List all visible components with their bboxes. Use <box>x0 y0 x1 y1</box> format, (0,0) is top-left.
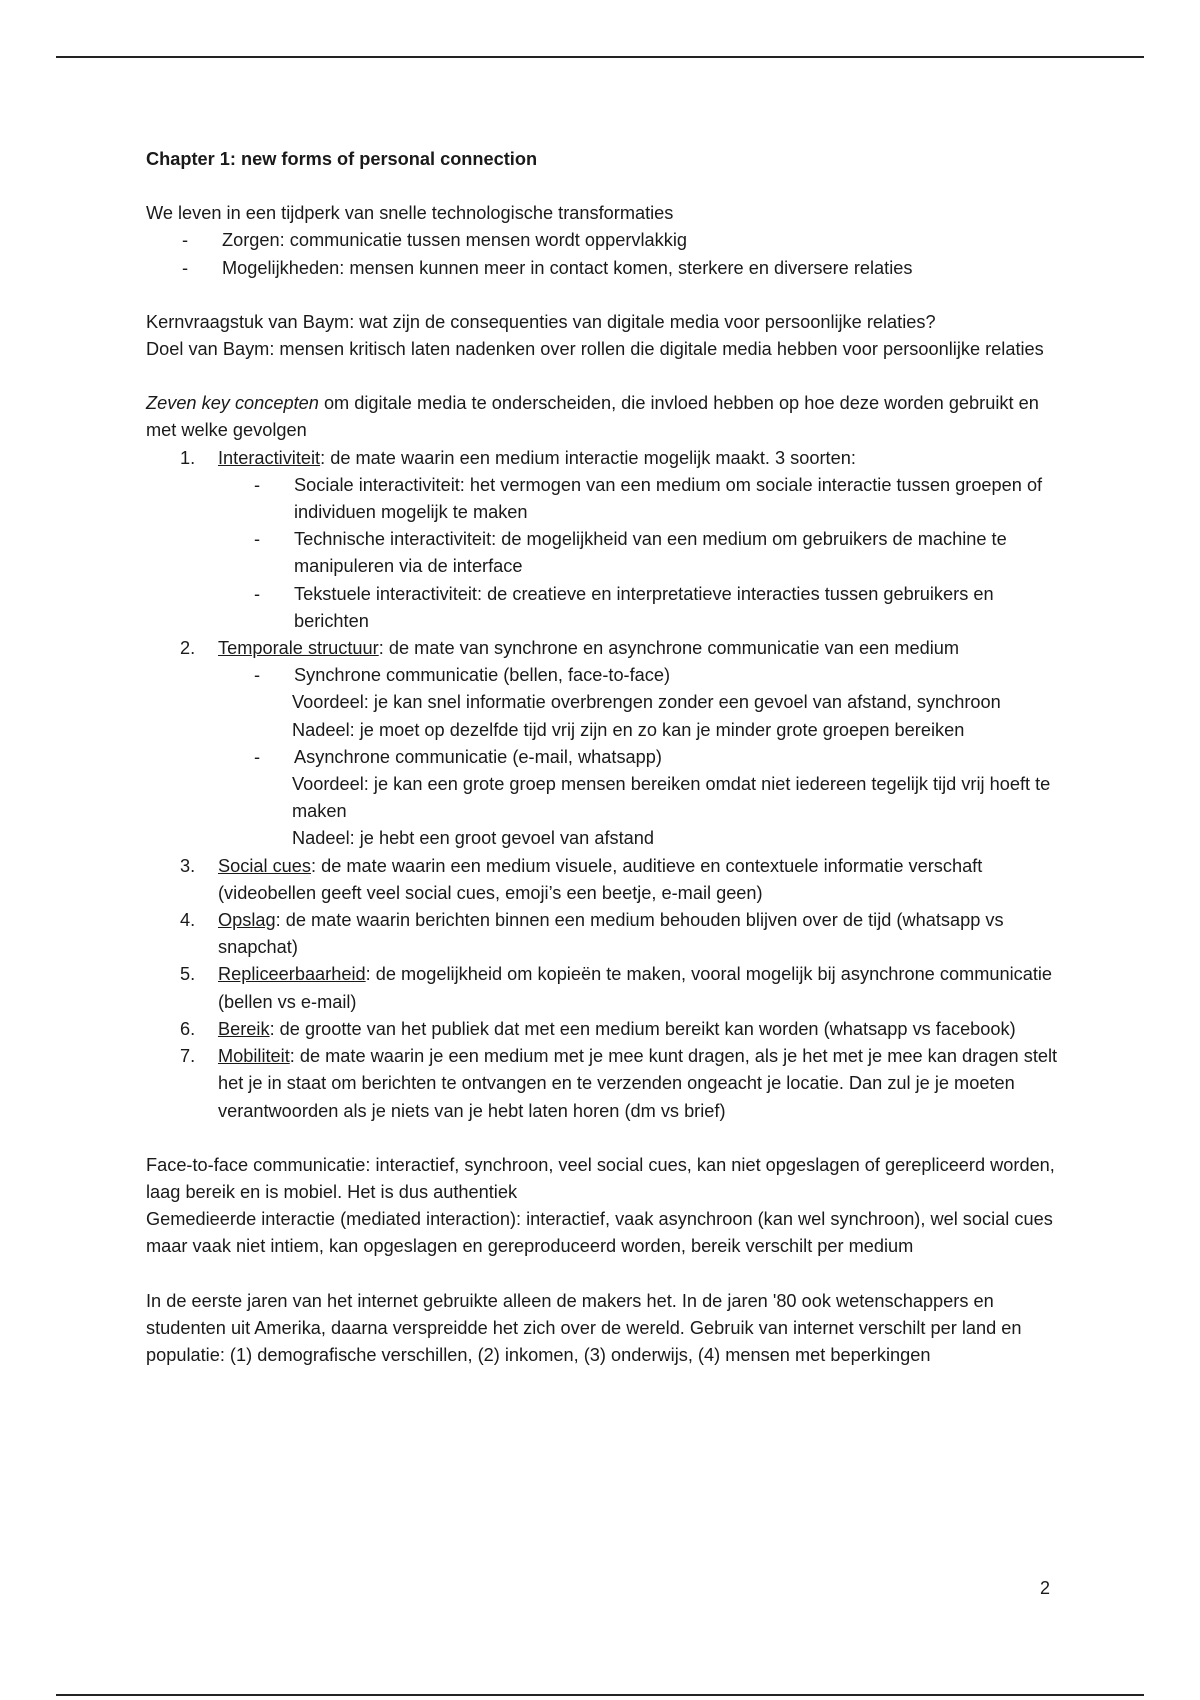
async-con: Nadeel: je hebt een groot gevoel van afstand <box>292 828 654 849</box>
list-item: - Tekstuele interactiviteit: de creatieve en interpretatieve interacties tussen gebruikers en berichten <box>254 583 994 631</box>
footer-rule <box>56 1694 1144 1696</box>
concept-item: 3. Social cues: de mate waarin een medium visuele, auditieve en contextuele informatie verschaft (videobellen geeft veel social cues, emoji’s een beetje, e-mail geen) <box>180 855 983 903</box>
chapter-title: Chapter 1: new forms of personal connection <box>146 149 538 169</box>
mediated-paragraph: Gemedieerde interactie (mediated interaction): interactief, vaak asynchroon (kan wel synchroon), wel social cues maar vaak niet intiem, kan opgeslagen en gereproduceerd worden, bereik verschilt per medium <box>146 1209 1053 1257</box>
list-item: - Zorgen: communicatie tussen mensen wordt oppervlakkig <box>146 227 1066 254</box>
concept-term: Temporale structuur <box>218 638 379 659</box>
concept-term: Social cues <box>218 855 312 876</box>
concept-item: 1. Interactiviteit: de mate waarin een medium interactie mogelijk maakt. 3 soorten: <box>180 447 856 468</box>
concept-item: 2. Temporale structuur: de mate van synchrone en asynchrone communicatie van een medium <box>180 638 960 659</box>
list-item: - Mogelijkheden: mensen kunnen meer in contact komen, sterkere en diversere relaties <box>146 255 1066 282</box>
concept-term: Bereik <box>218 1018 270 1039</box>
document-body <box>146 146 1066 1369</box>
async-pro: Voordeel: je kan een grote groep mensen bereiken omdat niet iedereen tegelijk tijd vrij hoeft te maken <box>292 774 1051 822</box>
sync-con: Nadeel: je moet op dezelfde tijd vrij zijn en zo kan je minder grote groepen bereiken <box>292 719 965 740</box>
concept-term: Opslag <box>218 910 276 931</box>
intro-text: We leven in een tijdperk van snelle technologische transformaties <box>146 203 674 224</box>
intro-bullet: Zorgen: communicatie tussen mensen wordt oppervlakkig <box>222 230 688 251</box>
f2f-paragraph: Face-to-face communicatie: interactief, synchroon, veel social cues, kan niet opgeslagen of gerepliceerd worden, laag bereik en is mobiel. Het is dus authentiek <box>146 1154 1055 1202</box>
concept-item: 6. Bereik: de grootte van het publiek dat met een medium bereikt kan worden (whatsapp vs facebook) <box>180 1018 1016 1039</box>
concept-item: 5. Repliceerbaarheid: de mogelijkheid om kopieën te maken, vooral mogelijk bij asynchrone communicatie (bellen vs e-mail) <box>180 964 1053 1012</box>
concepts-intro: Zeven key concepten om digitale media te onderscheiden, die invloed hebben op hoe deze worden gebruikt en met welke gevolgen <box>146 393 1039 441</box>
page-number: 2 <box>1040 1578 1051 1598</box>
intro-bullet: Mogelijkheden: mensen kunnen meer in contact komen, sterkere en diversere relaties <box>222 257 913 278</box>
baym-question: Kernvraagstuk van Baym: wat zijn de consequenties van digitale media voor persoonlijke relaties? <box>146 311 936 332</box>
header-rule <box>56 56 1144 58</box>
list-item: - Synchrone communicatie (bellen, face-to-face) <box>254 665 671 686</box>
list-item: - Technische interactiviteit: de mogelijkheid van een medium om gebruikers de machine te manipuleren via de interface <box>254 529 1007 577</box>
concept-term: Mobiliteit <box>218 1046 290 1067</box>
concepts-intro-italic: Zeven key concepten <box>146 393 319 414</box>
list-item: - Sociale interactiviteit: het vermogen van een medium om sociale interactie tussen groepen of individuen mogelijk te maken <box>254 474 1043 523</box>
baym-goal: Doel van Baym: mensen kritisch laten nadenken over rollen die digitale media hebben voor persoonlijke relaties <box>146 339 1044 360</box>
history-paragraph: In de eerste jaren van het internet gebruikte alleen de makers het. In de jaren '80 ook wetenschappers en studenten uit Amerika, daarna verspreidde het zich over de wereld. Gebruik van internet verschilt per land en populatie: (1) demografische verschillen, (2) inkomen, (3) onderwijs, (4) mensen met beperkingen <box>146 1290 1022 1365</box>
sync-pro: Voordeel: je kan snel informatie overbrengen zonder een gevoel van afstand, synchroon <box>292 692 1001 713</box>
concept-item: 4. Opslag: de mate waarin berichten binnen een medium behouden blijven over de tijd (whatsapp vs snapchat) <box>180 910 1004 958</box>
list-item: - Asynchrone communicatie (e-mail, whatsapp) <box>254 746 662 767</box>
concept-term: Repliceerbaarheid <box>218 964 366 985</box>
concept-term: Interactiviteit <box>218 447 321 468</box>
concept-item: 7. Mobiliteit: de mate waarin je een medium met je mee kunt dragen, als je het met je mee kan dragen stelt het je in staat om berichten te ontvangen en te verzenden ongeacht je locatie. Dan zul je je moeten verantwoorden als je niets van je hebt laten horen (dm vs brief) <box>180 1046 1058 1121</box>
